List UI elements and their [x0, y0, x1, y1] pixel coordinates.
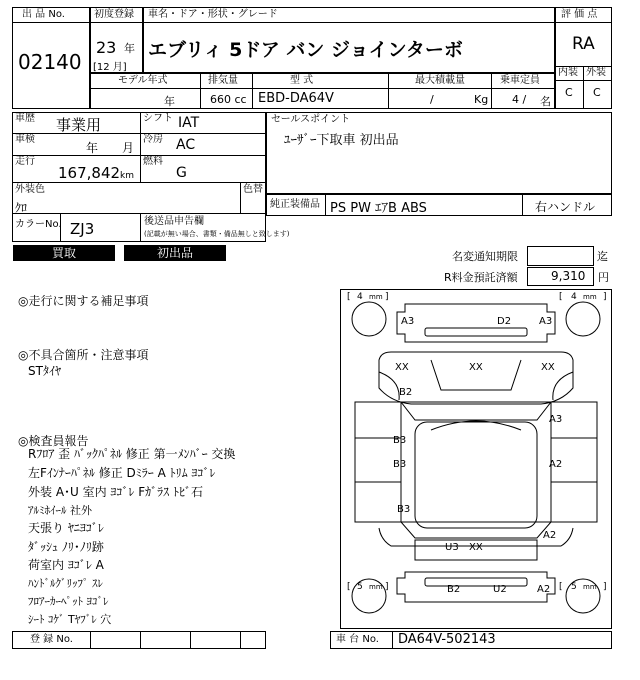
- recycle-label: R料金預託済額: [444, 271, 518, 284]
- deadline-box: [527, 246, 594, 266]
- exterior-label: 外装: [586, 67, 606, 78]
- report-line: ﾀﾞｯｼｭ ﾉﾘ･ﾉﾘ跡: [28, 540, 104, 554]
- capacity: 4 /: [512, 93, 527, 106]
- tire-br-value: 5: [571, 582, 577, 592]
- color-no: ZJ3: [70, 220, 95, 238]
- mark-hood: XX: [469, 362, 483, 373]
- ac: AC: [176, 137, 196, 153]
- type-label: 型 式: [290, 75, 314, 86]
- reg-year: 23: [96, 38, 117, 57]
- tire-tl-label: [: [347, 292, 351, 302]
- shift: IAT: [178, 115, 200, 131]
- deadline-label: 名変通知期限: [452, 250, 518, 263]
- mark-right-front-door: A3: [549, 414, 563, 425]
- displacement-label: 排気量: [208, 75, 238, 86]
- displacement: 660 cc: [210, 93, 247, 106]
- svg-text:[: [: [559, 292, 563, 302]
- capacity-label: 乗車定員: [500, 75, 540, 86]
- steering: 右ハンドル: [535, 200, 596, 214]
- exterior-color-label: 外装色: [15, 184, 45, 195]
- mark-rear-center-bumper: U2: [493, 584, 507, 595]
- inspector-title: ◎検査員報告: [18, 434, 89, 448]
- svg-text:]: ]: [385, 292, 389, 302]
- reg-no-label: 登 録 No.: [30, 634, 73, 645]
- report-line: 荷室内 ﾖｺﾞﾚ A: [28, 558, 104, 572]
- report-line: 左Fｲﾝﾅｰﾊﾟﾈﾙ 修正 Dﾐﾗｰ A ﾄﾘﾑ ﾖｺﾞﾚ: [28, 466, 216, 480]
- sales-point: ﾕｰｻﾞｰ下取車 初出品: [284, 133, 399, 148]
- inspection-month: 月: [122, 141, 135, 155]
- tire-front-right-icon: [566, 302, 600, 336]
- tire-br-unit: mm: [583, 583, 597, 591]
- exterior-value: C: [593, 86, 601, 99]
- defects-title: ◎不具合箇所・注意事項: [18, 348, 149, 362]
- car-outline-diagram: [341, 290, 611, 628]
- mark-rear-right-bumper: A2: [537, 584, 551, 595]
- lot-label: 出 品 No.: [22, 9, 65, 20]
- mark-right-rear-panel: A2: [543, 530, 557, 541]
- exterior-color: ｸﾛ: [15, 201, 28, 215]
- history: 事業用: [56, 116, 102, 134]
- tire-bl-value: 5: [357, 582, 363, 592]
- svg-text:[: [: [559, 582, 563, 592]
- mark-front-center-bumper: D2: [497, 316, 512, 327]
- driving-title: ◎走行に関する補足事項: [18, 294, 149, 308]
- color-no-label: カラーNo.: [15, 219, 62, 230]
- history-label: 車歴: [15, 113, 35, 124]
- model-year-label: モデル年式: [118, 75, 168, 86]
- mark-roof-xx: XX: [469, 542, 483, 553]
- interior-label: 内装: [558, 67, 578, 78]
- defects: STﾀｲﾔ: [28, 364, 61, 378]
- mark-left-rear-panel: B3: [397, 504, 411, 515]
- ac-label: 冷房: [143, 134, 163, 145]
- model-year-unit: 年: [164, 95, 175, 108]
- buy-button[interactable]: 買取: [13, 245, 115, 261]
- car-name: エブリィ 5ドア バン ジョインターボ: [148, 39, 463, 61]
- mark-left-rear-door: B3: [393, 459, 407, 470]
- mark-front-right-bumper: A3: [539, 316, 553, 327]
- inspection-label: 車検: [15, 134, 35, 145]
- svg-text:[: [: [347, 582, 351, 592]
- mark-rear-left-bumper: B2: [447, 584, 461, 595]
- capacity-unit: 名: [540, 95, 551, 108]
- equipment-label: 純正装備品: [270, 199, 320, 210]
- mark-left-front-door: B3: [393, 435, 407, 446]
- reg-month: [12 月]: [93, 62, 127, 73]
- svg-text:]: ]: [385, 582, 389, 592]
- tire-tr-value: 4: [571, 292, 577, 302]
- recycle-unit: 円: [598, 271, 609, 284]
- report-line: ﾌﾛｱｰｶｰﾍﾟｯﾄ ﾖｺﾞﾚ: [28, 595, 109, 608]
- chassis-label: 車 台 No.: [336, 634, 379, 645]
- svg-text:]: ]: [603, 292, 607, 302]
- mark-front-left-bumper: A3: [401, 316, 415, 327]
- load-slash: /: [430, 93, 434, 106]
- recycle-value: 9,310: [551, 269, 586, 283]
- tire-tl-value: 4: [357, 292, 363, 302]
- lot-number: 02140: [18, 50, 82, 74]
- mark-right-rear-door: A2: [549, 459, 563, 470]
- model-type: EBD-DA64V: [258, 91, 334, 106]
- reg-year-unit: 年: [124, 42, 135, 55]
- color-change-label: 色替: [243, 184, 263, 195]
- tire-tl-unit: mm: [369, 293, 383, 301]
- report-line: ｱﾙﾐﾎｲｰﾙ 社外: [28, 504, 92, 517]
- post-note: (記載が無い場合、書類・備品無しと致します): [144, 230, 290, 238]
- fuel-label: 燃料: [143, 156, 163, 167]
- sales-point-label: セールスポイント: [271, 114, 351, 125]
- grade-value: RA: [572, 34, 595, 54]
- mileage-unit: km: [120, 171, 134, 181]
- deadline-unit: 迄: [597, 250, 608, 263]
- first-listing-button[interactable]: 初出品: [124, 245, 226, 261]
- tire-bl-unit: mm: [369, 583, 383, 591]
- mileage: 167,842: [58, 164, 121, 182]
- report-line: 天張り ﾔﾆﾖｺﾞﾚ: [28, 521, 104, 535]
- car-name-label: 車名・ドア・形状・グレード: [148, 9, 278, 20]
- svg-text:]: ]: [603, 582, 607, 592]
- equipment: PS PW ｴｱB ABS: [330, 201, 427, 216]
- inspection-year: 年: [86, 141, 99, 155]
- damage-diagram: [340, 289, 612, 629]
- report-line: ｼｰﾄ ｺｹﾞ Tﾔﾌﾞﾚ 穴: [28, 613, 112, 626]
- tire-front-left-icon: [352, 302, 386, 336]
- first-reg-label: 初度登録: [94, 9, 134, 20]
- mark-left-pillar: B2: [399, 387, 413, 398]
- fuel: G: [176, 165, 187, 181]
- mark-roof-u3: U3: [445, 542, 459, 553]
- report-line: Rﾌﾛｱ 歪 ﾊﾞｯｸﾊﾟﾈﾙ 修正 第一ﾒﾝﾊﾞｰ 交換: [28, 447, 236, 461]
- grade-label: 評 価 点: [561, 9, 598, 20]
- mileage-label: 走行: [15, 156, 35, 167]
- mark-left-fender: XX: [395, 362, 409, 373]
- max-load-label: 最大積載量: [415, 75, 465, 86]
- post-label: 後送品申告欄: [144, 216, 204, 227]
- tire-tr-unit: mm: [583, 293, 597, 301]
- shift-label: シフト: [143, 113, 173, 124]
- report-line: 外装 A･U 室内 ﾖｺﾞﾚ Fｶﾞﾗｽ ﾄﾋﾞ石: [28, 485, 203, 499]
- mark-right-fender: XX: [541, 362, 555, 373]
- chassis-number: DA64V-502143: [398, 632, 496, 647]
- load-unit: Kg: [474, 93, 489, 106]
- report-line: ﾊﾝﾄﾞﾙｸﾞﾘｯﾌﾟ ｽﾚ: [28, 577, 103, 590]
- interior-value: C: [565, 86, 573, 99]
